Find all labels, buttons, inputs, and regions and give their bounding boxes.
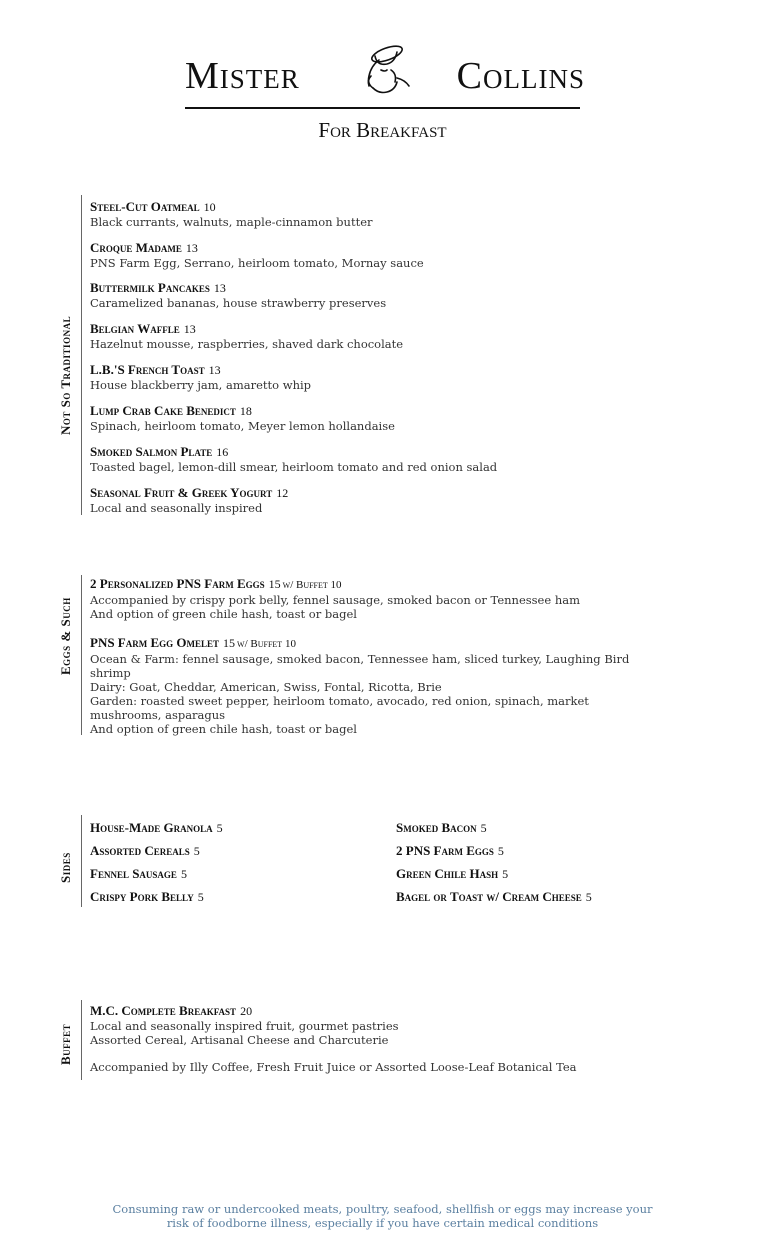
item-price: 20 bbox=[240, 1004, 253, 1018]
section-rule bbox=[81, 815, 82, 907]
gentleman-hat-icon bbox=[351, 40, 417, 102]
buffet-accompaniment bbox=[90, 1060, 577, 1074]
logo-word-left: Mister bbox=[185, 55, 300, 97]
item-title: PNS Farm Egg Omelet bbox=[90, 635, 220, 650]
item-title: Smoked Salmon Plate bbox=[90, 444, 213, 459]
side-item bbox=[396, 820, 487, 836]
menu-item bbox=[90, 362, 311, 392]
item-description: PNS Farm Egg, Serrano, heirloom tomato, Mornay sauce bbox=[90, 256, 424, 270]
item-title: House-Made Granola bbox=[90, 820, 213, 835]
item-title: Bagel or Toast w/ Cream Cheese bbox=[396, 889, 582, 904]
item-title: L.B.'S French Toast bbox=[90, 362, 205, 377]
item-buffet-price: w/ Buffet 10 bbox=[237, 638, 296, 650]
side-item bbox=[396, 843, 504, 859]
item-price: 5 bbox=[193, 844, 200, 858]
side-item bbox=[396, 866, 508, 882]
item-description-line: shrimp bbox=[90, 666, 131, 680]
item-description-line: Assorted Cereal, Artisanal Cheese and Charcuterie bbox=[90, 1033, 389, 1047]
item-description-line: Garden: roasted sweet pepper, heirloom tomato, avocado, red onion, spinach, market bbox=[90, 694, 589, 708]
item-title: Crispy Pork Belly bbox=[90, 889, 194, 904]
menu-item bbox=[90, 199, 373, 229]
menu-item bbox=[90, 280, 386, 310]
item-title: Seasonal Fruit & Greek Yogurt bbox=[90, 485, 273, 500]
item-description-line: And option of green chile hash, toast or bagel bbox=[90, 607, 357, 621]
item-description: Hazelnut mousse, raspberries, shaved dark chocolate bbox=[90, 337, 404, 351]
item-price: 13 bbox=[183, 322, 196, 336]
item-title: Croque Madame bbox=[90, 240, 182, 255]
section-label: Not So Traditional bbox=[58, 315, 73, 435]
section-rule bbox=[81, 1000, 82, 1080]
item-description-line: Accompanied by crispy pork belly, fennel sausage, smoked bacon or Tennessee ham bbox=[90, 593, 580, 607]
item-price: 18 bbox=[239, 404, 252, 418]
side-item bbox=[90, 843, 200, 859]
item-price: 5 bbox=[197, 890, 204, 904]
item-price: 5 bbox=[502, 867, 509, 881]
side-item bbox=[90, 866, 187, 882]
item-title: Steel-Cut Oatmeal bbox=[90, 199, 200, 214]
section-label: Sides bbox=[58, 852, 73, 883]
side-item bbox=[396, 889, 592, 905]
restaurant-logo bbox=[185, 40, 585, 110]
menu-subtitle: For Breakfast bbox=[318, 118, 447, 142]
item-description-line: Ocean & Farm: fennel sausage, smoked bacon, Tennessee ham, sliced turkey, Laughing Bird bbox=[90, 652, 630, 666]
menu-item bbox=[90, 576, 580, 621]
menu-item bbox=[90, 1003, 399, 1047]
food-safety-disclaimer bbox=[60, 1202, 705, 1230]
item-description: Spinach, heirloom tomato, Meyer lemon hollandaise bbox=[90, 419, 395, 433]
menu-item bbox=[90, 403, 395, 433]
section-rule bbox=[81, 575, 82, 735]
item-description: Black currants, walnuts, maple-cinnamon butter bbox=[90, 215, 373, 229]
item-price: 5 bbox=[180, 867, 187, 881]
item-description-line: mushrooms, asparagus bbox=[90, 708, 226, 722]
disclaimer-line: Consuming raw or undercooked meats, poultry, seafood, shellfish or eggs may increase your bbox=[112, 1202, 653, 1216]
item-description: Accompanied by Illy Coffee, Fresh Fruit Juice or Assorted Loose-Leaf Botanical Tea bbox=[90, 1060, 577, 1074]
item-description: Local and seasonally inspired bbox=[90, 501, 263, 515]
side-item bbox=[90, 820, 223, 836]
item-price: 13 bbox=[185, 241, 198, 255]
menu-item bbox=[90, 240, 424, 270]
item-price: 15 bbox=[268, 577, 281, 591]
side-item bbox=[90, 889, 204, 905]
menu-item bbox=[90, 444, 497, 474]
item-title: M.C. Complete Breakfast bbox=[90, 1003, 237, 1018]
item-price: 5 bbox=[480, 821, 487, 835]
item-title: Smoked Bacon bbox=[396, 820, 477, 835]
item-price: 10 bbox=[203, 200, 216, 214]
item-description-line: And option of green chile hash, toast or bagel bbox=[90, 722, 357, 736]
item-description-line: Local and seasonally inspired fruit, gourmet pastries bbox=[90, 1019, 399, 1033]
disclaimer-line: risk of foodborne illness, especially if you have certain medical conditions bbox=[166, 1216, 599, 1230]
item-price: 5 bbox=[585, 890, 592, 904]
item-price: 5 bbox=[216, 821, 223, 835]
item-buffet-price: w/ Buffet 10 bbox=[282, 579, 342, 591]
menu-header bbox=[0, 0, 765, 150]
item-description-line: Dairy: Goat, Cheddar, American, Swiss, Fontal, Ricotta, Brie bbox=[90, 680, 442, 694]
section-rule bbox=[81, 195, 82, 515]
item-description: House blackberry jam, amaretto whip bbox=[90, 378, 312, 392]
item-title: Lump Crab Cake Benedict bbox=[90, 403, 236, 418]
item-price: 16 bbox=[216, 445, 229, 459]
item-description: Caramelized bananas, house strawberry preserves bbox=[90, 296, 387, 310]
item-price: 13 bbox=[208, 363, 221, 377]
menu-item bbox=[90, 321, 403, 351]
item-price: 15 bbox=[223, 636, 236, 650]
item-title: Buttermilk Pancakes bbox=[90, 280, 210, 295]
item-price: 5 bbox=[497, 844, 504, 858]
item-title: Green Chile Hash bbox=[396, 866, 499, 881]
logo-word-right: Collins bbox=[456, 55, 585, 97]
header-divider bbox=[185, 107, 580, 109]
item-title: Belgian Waffle bbox=[90, 321, 180, 336]
item-title: 2 Personalized PNS Farm Eggs bbox=[90, 576, 265, 591]
section-label: Buffet bbox=[58, 1023, 73, 1065]
item-title: Fennel Sausage bbox=[90, 866, 177, 881]
item-price: 12 bbox=[276, 486, 289, 500]
item-title: 2 PNS Farm Eggs bbox=[396, 843, 494, 858]
item-price: 13 bbox=[213, 281, 226, 295]
section-label: Eggs & Such bbox=[58, 597, 73, 675]
item-description: Toasted bagel, lemon-dill smear, heirloom tomato and red onion salad bbox=[90, 460, 498, 474]
menu-item bbox=[90, 635, 629, 736]
menu-item bbox=[90, 485, 288, 515]
item-title: Assorted Cereals bbox=[90, 843, 190, 858]
